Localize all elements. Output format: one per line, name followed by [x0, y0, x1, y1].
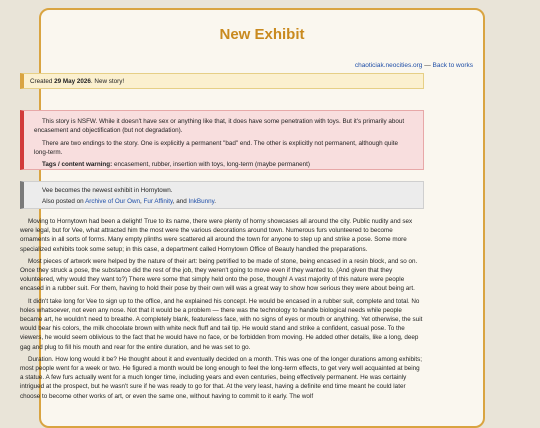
also-posted-line — [34, 197, 413, 206]
and-text: , and — [172, 198, 187, 206]
story-paragraph-4: Duration. How long would it be? He thought about it and eventually decided on a month. This was one of the longer durations among exhibits; most people went for a week or two. He figured a month would be long enough to feel the long-term effects, to get very well acquainted at being a statue. A few furs actually went for a much longer time, including years and even centuries, being effectively permanent. He was certainly intrigued at the prospect, but he wasn't sure if he was ready to go for that. At the very least, having a definite end time meant he could later choose to become other works of art, or even the same one, without having to commit to it early. The wolf — [20, 355, 423, 400]
top-links — [355, 62, 473, 69]
tags-label: Tags / content warning: — [42, 161, 113, 169]
story-info-box — [20, 181, 424, 209]
comma-1: , — [140, 198, 142, 206]
story-paragraph-3: It didn't take long for Vee to sign up to the office, and he explained his concept. He would be encased in a rubber suit, complete and total. No holes whatsoever, not even any nose. Not that it would be a problem — there was the technology to handle biological needs while people became art, he wouldn't need to breathe. A completely blank, featureless face, with no signs of eyes or mouth or anything. Yet otherwise, the suit would bear his colors, the milk chocolate brown with white neck fluff and tail tip. He would stand and strike a confident, casual pose. To the viewers, he would seem oblivious to the fact that he would have no face, or be forbidden from moving. He added other details, like a long, deep gag and plug to fill his mouth and rear for the entire duration, and he was set to go. — [20, 297, 423, 351]
site-link[interactable]: chaoticiak.neocities.org — [354, 62, 423, 69]
inkbunny-link[interactable]: InkBunny — [188, 198, 215, 206]
page-title: New Exhibit — [219, 26, 305, 43]
content-warning-box — [20, 110, 424, 170]
story-summary: Vee becomes the newest exhibit in Hornytown. — [42, 187, 173, 194]
story-body — [20, 217, 424, 404]
tags-text: encasement, rubber, insertion with toys, long-term (maybe permanent) — [113, 161, 310, 169]
ao3-link[interactable]: Archive of Our Own — [85, 198, 141, 206]
fur-affinity-link[interactable]: Fur Affinity — [143, 198, 173, 206]
period: . — [214, 198, 217, 206]
story-paragraph-2: Most pieces of artwork were helped by the nature of their art: being petrified to be made of stone, being encased in a resin block, and so on. Once they struck a pose, the substance did the rest of the job, they weren't going to move even if they wanted to. (And given that they volunteered, why would they want to?) There were some that simply held onto the pose, though! A vast majority of this nature were people encased in a rubber suit. For them, having to hold their pose by their own will was a great way to show how serious they were about being art. — [20, 257, 418, 293]
back-to-works-link[interactable]: Back to works — [432, 62, 473, 69]
story-paragraph-1: Moving to Hornytown had been a delight! True to its name, there were plenty of horny showcases all around the city. Public nudity and sex were legal, but for Vee, what attracted him the most were the various decorations around town. Numerous furs volunteered to become ornaments in all sorts of forms. Many empty plinths were scattered all around the town for anyone to step up and strike a pose. Some more specialized exhibits took some setup; in this case, a department called Hornytown Office of Beauty handled the preparations. — [20, 218, 413, 253]
created-notice — [20, 73, 424, 89]
created-prefix: Created — [30, 78, 55, 85]
link-separator: — — [424, 62, 431, 69]
created-date: 29 May 2026 — [54, 78, 91, 85]
tags-line — [34, 160, 413, 169]
also-posted-label: Also posted on — [42, 198, 84, 206]
warning-paragraph-1: This story is NSFW. While it doesn't have sex or anything like that, it does have some penetration with toys. But it's primarily about encasement and objectification (but not degradation). — [34, 118, 405, 135]
warning-paragraph-2: There are two endings to the story. One is explicitly a permanent "bad" end. The other is explicitly not permanent, although quite long-term. — [34, 139, 399, 156]
created-suffix: . New story! — [90, 78, 125, 85]
